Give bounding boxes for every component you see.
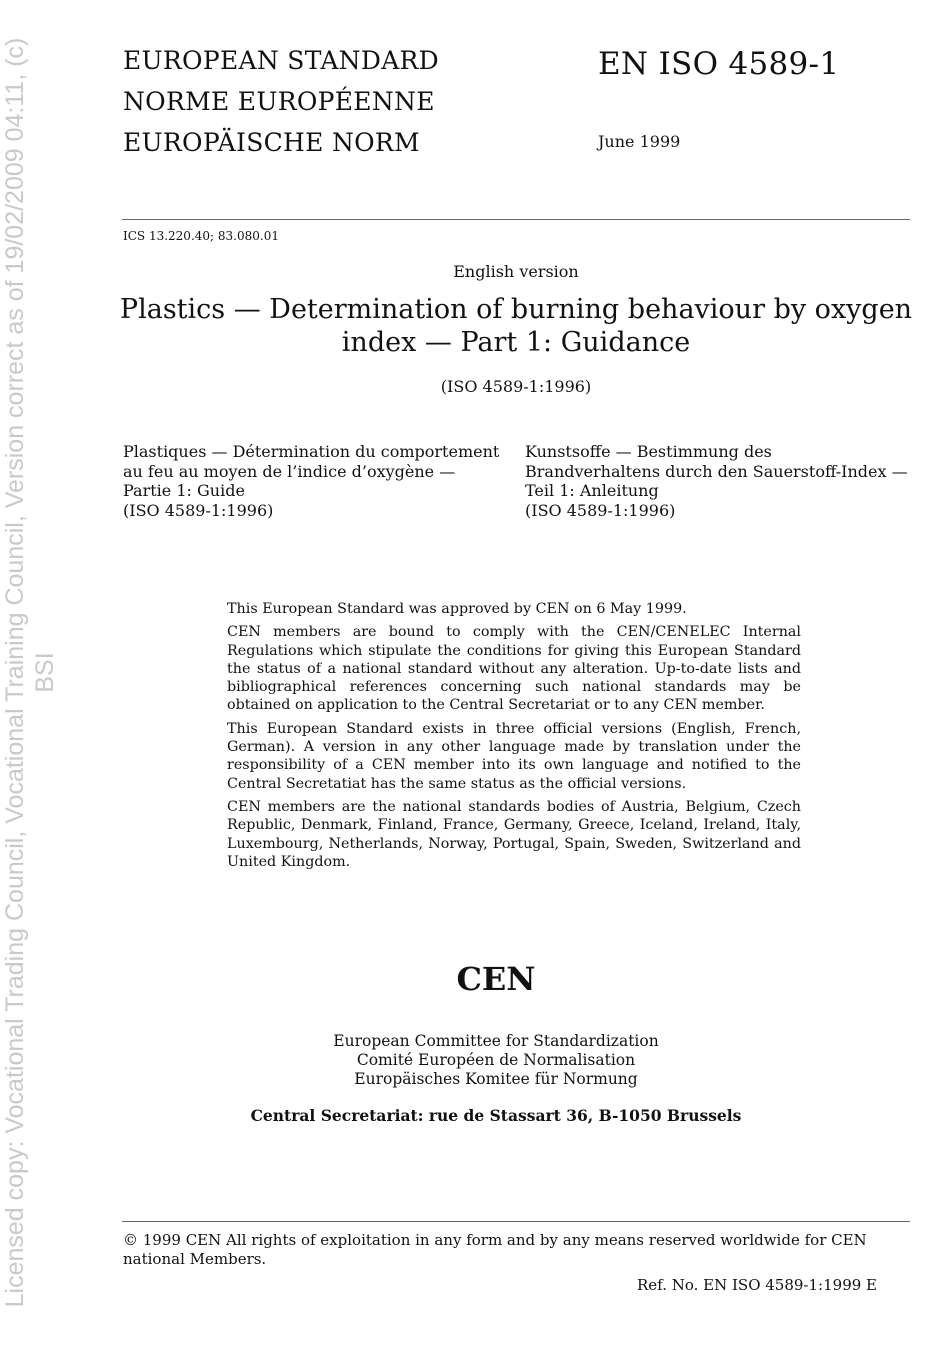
- notice-paragraph: CEN members are bound to comply with the CEN/CENELEC Internal Regulations which stipulate the conditions for giving this European Standard the status of a national standard without any alteration. Up-to-date lists and bibliographical references concerning such national standards may be obtained on application to the Central Secretariat or to any CEN member.: [227, 624, 801, 714]
- iso-reference: (ISO 4589-1:1996): [440, 377, 592, 396]
- notice-paragraph: This European Standard was approved by CEN on 6 May 1999.: [227, 601, 687, 617]
- watermark-line-1: Licensed copy: Vocational Trading Council, Vocational Training Council, Version correct as of 19/02/2009 04:11, (c): [1, 37, 29, 1308]
- german-title-line: (ISO 4589-1:1996): [525, 500, 676, 520]
- watermark-line-2: BSI: [31, 652, 59, 693]
- standard-number: EN ISO 4589-1: [598, 46, 840, 82]
- german-title-block: [525, 442, 925, 520]
- copyright-notice: © 1999 CEN All rights of exploitation in any form and by any means reserved worldwide for CEN national Members.: [123, 1231, 867, 1268]
- committee-names: [0, 1032, 950, 1089]
- publication-date: June 1999: [598, 132, 681, 151]
- german-title-line: Teil 1: Anleitung: [525, 481, 659, 500]
- french-title-block: [123, 442, 518, 520]
- committee-name-de: Europäisches Komitee für Normung: [354, 1070, 638, 1088]
- committee-name-en: European Committee for Standardization: [333, 1032, 659, 1050]
- french-title-line: (ISO 4589-1:1996): [123, 500, 274, 520]
- header-divider: [122, 219, 910, 220]
- french-title-line: au feu au moyen de l’indice d’oxygène —: [123, 461, 456, 481]
- standard-title-de: EUROPÄISCHE NORM: [123, 128, 420, 157]
- footer-divider: [122, 1221, 910, 1222]
- german-title-line: Kunstsoffe — Bestimmung des: [525, 442, 772, 461]
- french-title-line: Plastiques — Détermination du comportement: [123, 442, 500, 461]
- notice-paragraph: CEN members are the national standards bodies of Austria, Belgium, Czech Republic, Denmark, Finland, France, Germany, Greece, Iceland, Ireland, Italy, Luxembourg, Netherlands, Norway, Portugal, Spain, Sweden, Switzerland and United Kingdom.: [227, 798, 801, 870]
- notice-paragraph: This European Standard exists in three official versions (English, French, German). A version in any other language made by translation under the responsibility of a CEN member into its own language and notified to the Central Secretatiat has the same status as the official versions.: [227, 720, 801, 792]
- german-title-line: Brandverhaltens durch den Sauerstoff-Index —: [525, 461, 908, 481]
- document-title-line-1: Plastics — Determination of burning behaviour by oxygen: [119, 294, 913, 325]
- committee-name-fr: Comité Européen de Normalisation: [356, 1051, 636, 1069]
- ics-codes: ICS 13.220.40; 83.080.01: [123, 229, 279, 243]
- document-title: [110, 293, 922, 359]
- version-label: English version: [453, 262, 579, 281]
- central-secretariat: Central Secretariat: rue de Stassart 36, B-1050 Brussels: [250, 1106, 742, 1125]
- standard-type-block: [123, 40, 439, 163]
- approval-notice: [227, 600, 801, 876]
- document-title-line-2: index — Part 1: Guidance: [341, 327, 691, 358]
- license-watermark: [0, 0, 80, 1345]
- cen-logo: CEN: [456, 960, 536, 998]
- french-title-line: Partie 1: Guide: [123, 481, 245, 500]
- reference-number: Ref. No. EN ISO 4589-1:1999 E: [637, 1276, 877, 1294]
- standard-title-en: EUROPEAN STANDARD: [123, 46, 440, 75]
- standard-title-fr: NORME EUROPÉENNE: [123, 87, 435, 116]
